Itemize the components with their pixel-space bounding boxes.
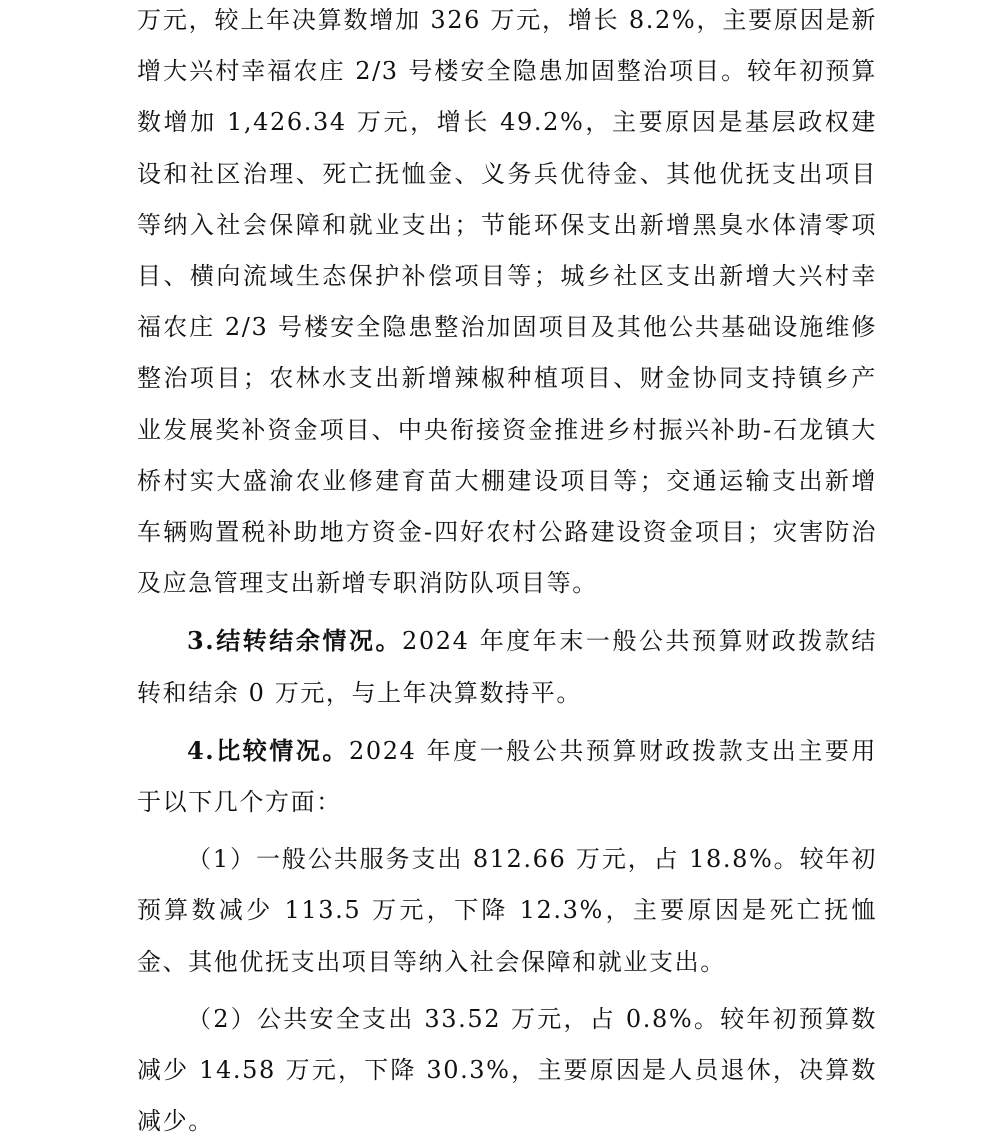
paragraph-public-safety: （2）公共安全支出 33.52 万元，占 0.8%。较年初预算数减少 14.58 万元，下降 30.3%，主要原因是人员退休，决算数减少。 [137,1004,877,1136]
comparison-body: 2024 年度一般公共预算财政拨款支出主要用于以下几个方面： [137,736,877,817]
paragraph-carryover [137,615,877,718]
document-body [137,0,877,1147]
paragraph-comparison [137,725,877,828]
carryover-body: 2024 年度年末一般公共预算财政拨款结转和结余 0 万元，与上年决算数持平。 [137,627,877,707]
comparison-heading: 4.比较情况。 [187,735,349,765]
paragraph-budget-increase: 万元，较上年决算数增加 326 万元，增长 8.2%，主要原因是新增大兴村幸福农庄 2/3 号楼安全隐患加固整治项目。较年初预算数增加 1,426.34 万元，增长 49.2%，主要原因是基层政权建设和社区治理、死亡抚恤金、义务兵优待金、其他优抚支出项目等纳入社会保障和就业支出；节能环保支出新增黑臭水体清零项目、横向流域生态保护补偿项目等；城乡社区支出新增大兴村幸福农庄 2/3 号楼安全隐患整治加固项目及其他公共基础设施维修整治项目；农林水支出新增辣椒种植项目、财金协同支持镇乡产业发展奖补资金项目、中央衔接资金推进乡村振兴补助-石龙镇大桥村实大盛渝农业修建育苗大棚建设项目等；交通运输支出新增车辆购置税补助地方资金-四好农村公路建设资金项目；灾害防治及应急管理支出新增专职消防队项目等。 [137,6,877,598]
carryover-heading: 3.结转结余情况。 [187,626,403,656]
paragraph-general-public-service: （1）一般公共服务支出 812.66 万元，占 18.8%。较年初预算数减少 113.5 万元，下降 12.3%，主要原因是死亡抚恤金、其他优抚支出项目等纳入社会保障和就业支出。 [137,845,877,976]
